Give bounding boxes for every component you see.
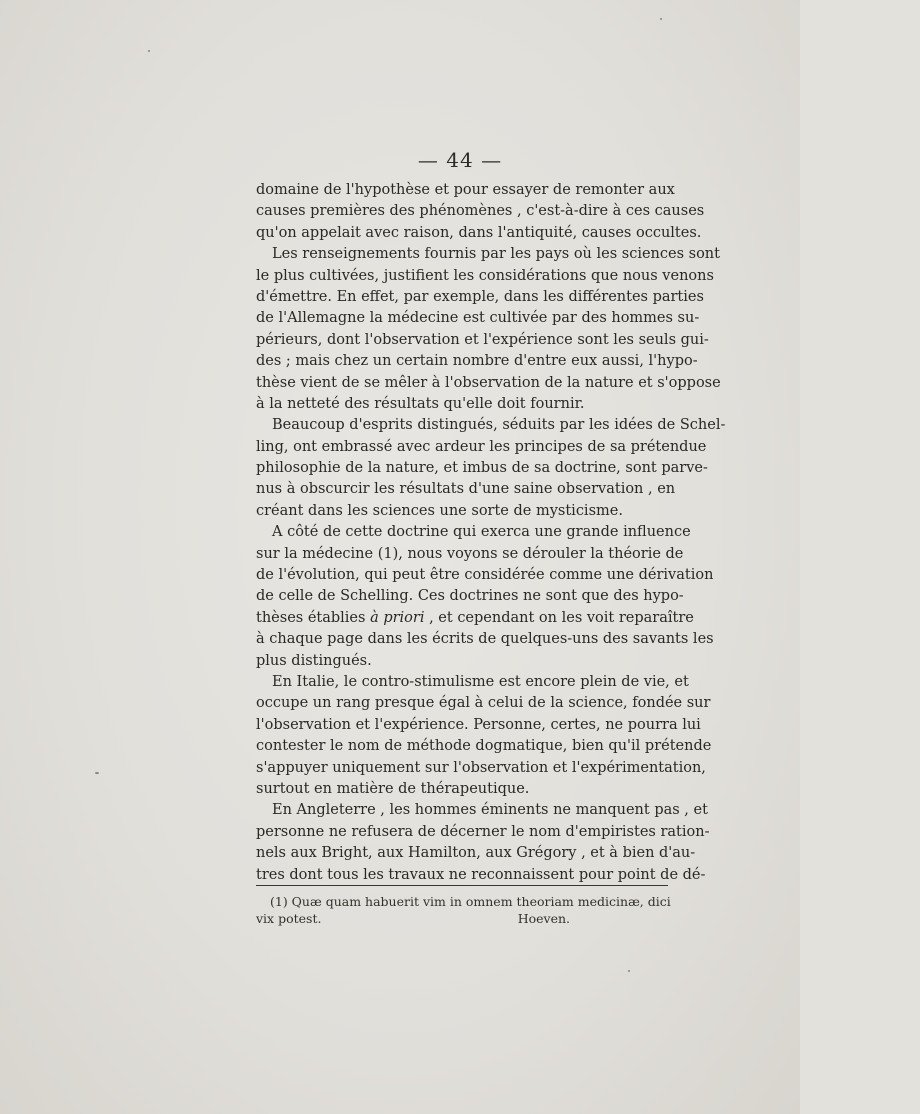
text-line: le plus cultivées, justifient les considérations que nous venons <box>256 267 714 284</box>
footnote-separator <box>256 885 668 886</box>
paper-speck <box>148 50 150 52</box>
paper-speck <box>95 772 99 774</box>
text-line: Beaucoup d'esprits distingués, séduits par les idées de Schel- <box>272 417 726 434</box>
text-line: sur la médecine (1), nous voyons se dérouler la théorie de <box>256 545 684 562</box>
text-line: En Italie, le contro-stimulisme est encore plein de vie, et <box>272 673 689 690</box>
text-line: s'appuyer uniquement sur l'observation et l'expérimentation, <box>256 759 706 776</box>
text-line: Les renseignements fournis par les pays où les sciences sont <box>272 246 720 263</box>
paragraph <box>256 672 712 800</box>
paragraph <box>256 522 714 672</box>
footnote-author: Hoeven. <box>517 911 570 926</box>
text-line: ling, ont embrassé avec ardeur les principes de sa prétendue <box>256 438 707 455</box>
text-line: personne ne refusera de décerner le nom d'empiristes ration- <box>256 823 710 840</box>
text-line: surtout en matière de thérapeutique. <box>256 780 530 797</box>
paper-speck <box>660 18 662 20</box>
text-line: thèses établies à priori , et cependant on les voit reparaître <box>256 609 694 626</box>
footnote-line: vix potest. <box>256 911 322 926</box>
text-line: causes premières des phénomènes , c'est-à-dire à ces causes <box>256 203 705 220</box>
text-line: thèse vient de se mêler à l'observation de la nature et s'oppose <box>256 374 721 391</box>
text-line: qu'on appelait avec raison, dans l'antiquité, causes occultes. <box>256 224 702 241</box>
paragraph <box>256 180 705 244</box>
text-line: occupe un rang presque égal à celui de la science, fondée sur <box>256 695 711 712</box>
text-line: de l'Allemagne la médecine est cultivée par des hommes su- <box>256 310 700 327</box>
text-line: domaine de l'hypothèse et pour essayer de remonter aux <box>256 182 675 198</box>
text-line: A côté de cette doctrine qui exerca une grande influence <box>272 524 691 541</box>
footnote-line: (1) Quæ quam habuerit vim in omnem theoriam medicinæ, dici <box>270 894 671 909</box>
text-line: philosophie de la nature, et imbus de sa doctrine, sont parve- <box>256 460 708 477</box>
paragraph <box>256 415 726 522</box>
text-line: créant dans les sciences une sorte de mysticisme. <box>256 502 623 519</box>
text-line: l'observation et l'expérience. Personne, certes, ne pourra lui <box>256 716 701 733</box>
italic-term: à priori <box>370 609 425 626</box>
footnote <box>256 893 671 927</box>
text-line: nels aux Bright, aux Hamilton, aux Grégory , et à bien d'au- <box>256 845 696 862</box>
text-line: à la netteté des résultats qu'elle doit fournir. <box>256 395 585 412</box>
text-line: tres dont tous les travaux ne reconnaissent pour point de dé- <box>256 866 706 883</box>
page-number: — 44 — <box>417 148 503 172</box>
paragraph <box>256 800 710 886</box>
paragraph <box>256 244 721 415</box>
text-line: plus distingués. <box>256 652 372 669</box>
footnote-last-line <box>256 910 668 927</box>
text-line: d'émettre. En effet, par exemple, dans les différentes parties <box>256 288 704 305</box>
text-line: de l'évolution, qui peut être considérée comme une dérivation <box>256 567 714 584</box>
body-text <box>256 180 726 886</box>
paper-speck <box>628 970 630 972</box>
text-line: des ; mais chez un certain nombre d'entre eux aussi, l'hypo- <box>256 353 698 370</box>
text-line: de celle de Schelling. Ces doctrines ne sont que des hypo- <box>256 588 684 605</box>
text-line: nus à obscurcir les résultats d'une saine observation , en <box>256 481 676 498</box>
text-line: contester le nom de méthode dogmatique, bien qu'il prétende <box>256 738 712 755</box>
text-line: périeurs, dont l'observation et l'expérience sont les seuls gui- <box>256 331 709 348</box>
text-line: En Angleterre , les hommes éminents ne manquent pas , et <box>272 802 708 819</box>
text-line: à chaque page dans les écrits de quelques-uns des savants les <box>256 631 714 648</box>
